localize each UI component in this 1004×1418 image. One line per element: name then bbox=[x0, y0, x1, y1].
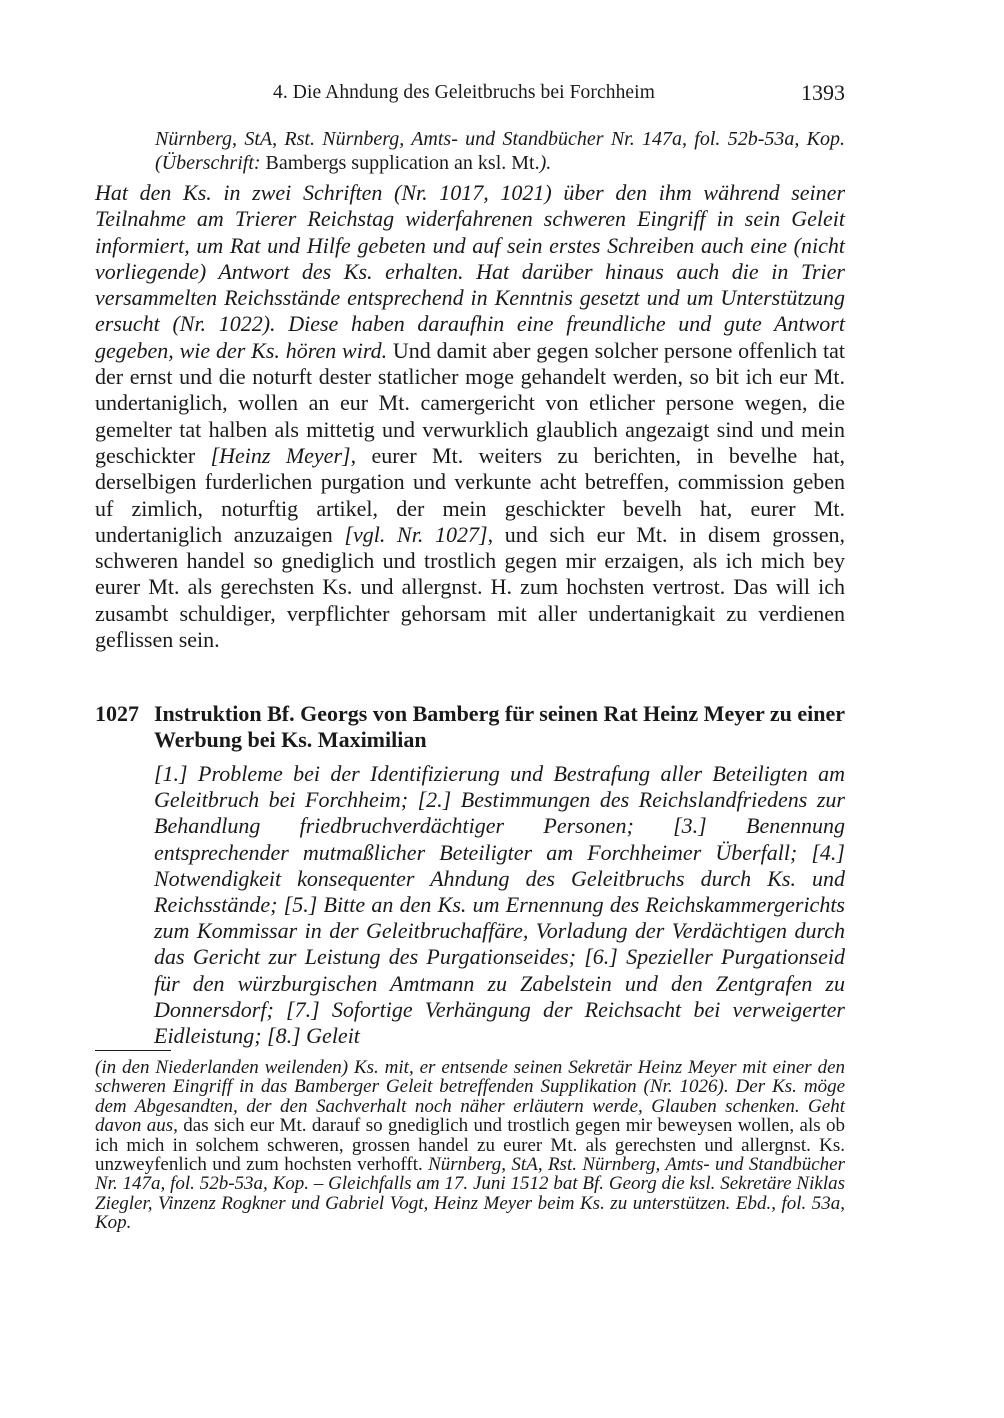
source-heading-quote: Bambergs supplication an ksl. Mt. bbox=[260, 152, 540, 174]
running-head: 4. Die Ahndung des Geleitbruchs bei Forchheim bbox=[273, 82, 655, 103]
footnote-summary: (in den Niederlanden weilenden) Ks. mit, er entsende seinen Sekretär Heinz Meyer mit einer den schweren Eingriff in das Bamberger Geleit betreffenden Supplikation (Nr. 1026). Der Ks. möge dem Abgesandten, der den Sachverhalt noch näher erläutern werde, Glauben schenken. Geht davon aus, bbox=[95, 1057, 845, 1137]
footnote bbox=[95, 1058, 845, 1233]
page-number: 1393 bbox=[801, 80, 845, 105]
footnote-citation: Nürnberg, StA, Rst. Nürnberg, Amts- und Standbücher Nr. 147a, fol. 52b-53a, Kop. – Gleichfalls am 17. Juni 1512 bat Bf. Georg die ksl. Sekretäre Niklas Ziegler, Vinzenz Rogkner und Gabriel Vogt, Heinz Meyer beim Ks. zu unterstützen. Ebd., fol. 53a, Kop. bbox=[95, 1154, 845, 1234]
entry-summary: [1.] Probleme bei der Identifizierung und Bestrafung aller Beteiligten am Geleitbruch bei Forchheim; [2.] Bestimmungen des Reichslandfriedens zur Behandlung friedbruchverdächtiger Personen; [3.] Benennung entsprechender mutmaßlicher Beteiligter am Forchheimer Überfall; [4.] Notwendigkeit konsequenter Ahndung des Geleitbruchs durch Ks. und Reichsstände; [5.] Bitte an den Ks. um Ernennung des Reichskammergerichts zum Kommissar in der Geleitbruchaffäre, Vorladung der Verdächtigen durch das Gericht zur Leistung des Purgationseides; [6.] Spezieller Purgationseid für den würzburgischen Amtmann zu Zabelstein und den Zentgrafen zu Donnersdorf; [7.] Sofortige Verhängung der Reichsacht bei verweigerter Eidleistung; [8.] Geleit bbox=[154, 761, 845, 1049]
body-text: , eurer Mt. weiters zu berichten, in bevelhe hat, derselbigen furderlichen purgation und verkunte acht betreffen, commission geben uf zimlich, noturftig artikel, der mein geschickter bevelh hat, eurer Mt. undertaniglich anzuzaigen bbox=[95, 442, 846, 547]
page-header bbox=[95, 80, 845, 108]
body-text: , und sich eur Mt. in disem grossen, schweren handel so gnediglich und trostlich gegen mir erzaigen, als ich mich bey eurer Mt. als gerechsten Ks. und allergnst. H. zum hochsten vertrost. Das will ich zusambt schuldiger, verpflichter gehorsam mit aller undertanigkait zu verdienen geflissen sein. bbox=[95, 521, 845, 653]
source-citation: Nürnberg, StA, Rst. Nürnberg, Amts- und Standbücher Nr. 147a, fol. 52b-53a, Kop. (Überschrift: bbox=[155, 128, 845, 174]
entry-number: 1027 bbox=[95, 701, 139, 726]
body-summary: Hat den Ks. in zwei Schriften (Nr. 1017, 1021) über den ihm während seiner Teilnahme am Trierer Reichstag widerfahrenen schweren Eingriff in sein Geleit informiert, um Rat und Hilfe gebeten und auf sein erstes Schreiben auch eine (nicht vorliegende) Antwort des Ks. erhalten. Hat darüber hinaus auch die in Trier versammelten Reichsstände entsprechend in Kenntnis gesetzt und um Unterstützung ersucht (Nr. 1022). Diese haben daraufhin eine freundliche und gute Antwort gegeben, wie der Ks. hören wird. bbox=[95, 180, 845, 363]
source-note bbox=[155, 127, 845, 175]
footnote-quote: das sich eur Mt. darauf so gnediglich und trostlich gegen mir beweysen wollen, als ob ich mich in solchem schweren, grossen handel zu eurer Mt. als gerechsten und allergnst. Ks. unzweyfenlich und zum hochsten verhofft. bbox=[95, 1115, 845, 1176]
body-cross-reference: [vgl. Nr. 1027] bbox=[344, 521, 488, 547]
body-editorial-note: [Heinz Meyer] bbox=[210, 442, 351, 468]
footnote-divider bbox=[95, 1050, 171, 1051]
document-body bbox=[95, 180, 845, 653]
entry-title: Instruktion Bf. Georgs von Bamberg für seinen Rat Heinz Meyer zu einer Werbung bei Ks. Maximilian bbox=[154, 701, 845, 752]
source-closing: ). bbox=[539, 152, 552, 174]
body-text: Und damit aber gegen solcher persone offenlich tat der ernst und die noturft dester statlicher moge gehandelt werden, so bit ich eur Mt. undertaniglich, wollen an eur Mt. camergericht von etlicher persone wegen, die gemelter tat halben als mittetig und verwurklich glaublich angezaigt sind und mein geschickter bbox=[95, 337, 845, 468]
